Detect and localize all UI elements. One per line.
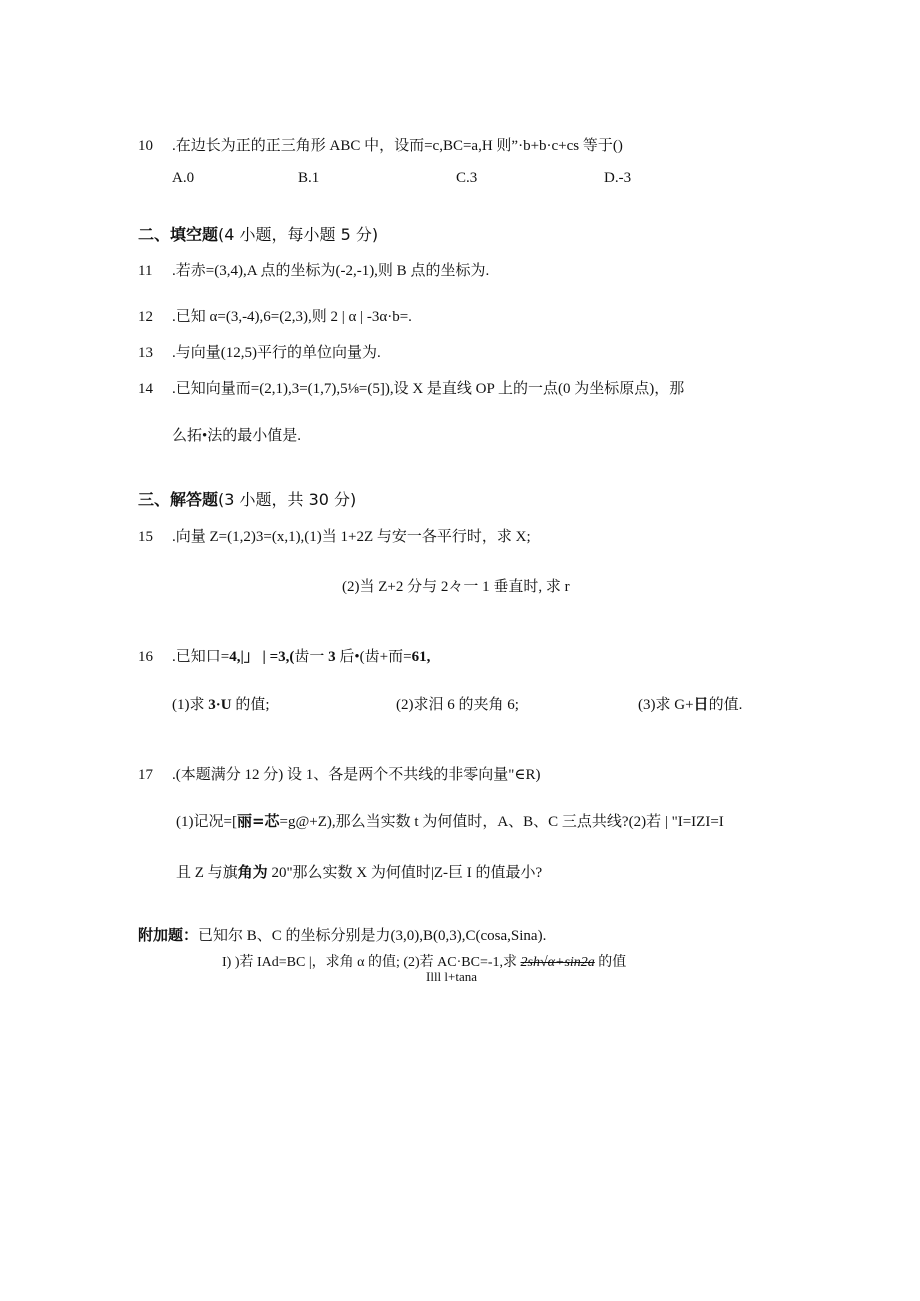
question-10 — [138, 134, 623, 155]
option-b: B.1 — [298, 170, 320, 186]
question-14-continued: 么拓•法的最小值是. — [172, 428, 302, 444]
extra-text: 已知尔 B、C 的坐标分别是力(3,0),B(0,3),C(cosa,Sina). — [198, 928, 547, 944]
question-number: 10 — [138, 138, 153, 154]
question-text: .若赤=(3,4),A 点的坐标为(-2,-1),则 B 点的坐标为. — [172, 263, 490, 279]
section-title: 二、填空题 — [138, 225, 219, 244]
question-number: 17 — [138, 767, 153, 783]
question-text: .与向量(12,5)平行的单位向量为. — [172, 345, 381, 361]
question-13 — [138, 341, 381, 362]
section-heading-fill-in — [138, 222, 378, 245]
sub-text: 20"那么实数 X 为何值时|Z-巨 I 的值最小? — [267, 865, 543, 881]
question-text: .已知向量而=(2,1),3=(1,7),5⅛=(5]),设 X 是直线 OP 上的一点(0 为坐标原点)，那 — [172, 381, 685, 397]
question-text: .已知 α=(3,-4),6=(2,3),则 2 | α | -3α·b=. — [172, 309, 412, 325]
question-16-sub-3 — [638, 693, 742, 714]
sub-text: 的值. — [708, 697, 743, 713]
question-number: 12 — [138, 309, 153, 325]
sub-text-bold: 日 — [693, 695, 709, 713]
question-16-sub-2: (2)求汨 6 的夹角 6; — [396, 697, 519, 713]
question-text: 后•(齿+而= — [335, 649, 412, 665]
sub-text: 的值 — [594, 955, 627, 970]
sub-text: =g@+Z),那么当实数 t 为何值时，A、B、C 三点共线?(2)若 | "I=IZI=I — [279, 814, 724, 830]
question-17-line-2 — [176, 810, 724, 831]
sub-text-struck: 2sh√α+sin2a — [520, 955, 595, 970]
question-16 — [138, 645, 430, 666]
section-note: (4 小题，每小题 5 分) — [218, 225, 379, 244]
question-text-bold: 61, — [411, 649, 431, 665]
sub-text-bold: 丽=芯 — [236, 812, 280, 830]
sub-text-bold: 3·U — [208, 697, 232, 713]
question-16-sub-1 — [172, 693, 270, 714]
question-text: 齿一 — [294, 649, 329, 665]
question-11 — [138, 259, 489, 280]
extra-question-denominator: Illl l+tana — [426, 969, 478, 984]
question-14 — [138, 377, 684, 398]
sub-text: (1)求 — [172, 697, 209, 713]
sub-text: (3)求 G+ — [638, 697, 694, 713]
extra-label: 附加题： — [138, 926, 199, 944]
extra-question — [138, 924, 546, 945]
question-text: .已知口= — [172, 649, 230, 665]
sub-text: (1)记况=[ — [176, 814, 237, 830]
option-a: A.0 — [172, 170, 195, 186]
question-17-line-3 — [176, 861, 542, 882]
question-number: 13 — [138, 345, 153, 361]
question-15-part-2: (2)当 Z+2 分与 2々一 1 垂直时, 求 r — [342, 579, 570, 595]
question-text-bold: 3 — [328, 649, 336, 665]
question-15 — [138, 525, 531, 546]
question-number: 16 — [138, 649, 153, 665]
sub-text-bold: 角为 — [237, 863, 268, 881]
question-text: .向量 Z=(1,2)3=(x,1),(1)当 1+2Z 与安一各平行时，求 X; — [172, 529, 531, 545]
option-c: C.3 — [456, 170, 478, 186]
sub-text: I) )若 IAd=BC |，求角 α 的值; (2)若 AC·BC=-1,求 — [222, 955, 521, 970]
question-text-bold: 4,|」 | =3,( — [229, 649, 295, 665]
question-text: .(本题满分 12 分) 设 1、各是两个不共线的非零向量"∈R) — [172, 767, 541, 783]
section-heading-solve — [138, 487, 356, 510]
question-17 — [138, 763, 540, 784]
question-text: .在边长为正的正三角形 ABC 中，设而=c,BC=a,H 则”·b+b·c+cs 等于() — [172, 138, 623, 154]
question-number: 11 — [138, 263, 153, 279]
option-d: D.-3 — [604, 170, 632, 186]
section-note: (3 小题，共 30 分) — [218, 490, 357, 509]
sub-text: 的值; — [231, 697, 270, 713]
question-12 — [138, 305, 412, 326]
sub-text: 且 Z 与旗 — [176, 865, 238, 881]
section-title: 三、解答题 — [138, 490, 219, 509]
extra-question-sub — [222, 951, 626, 971]
question-number: 15 — [138, 529, 153, 545]
question-number: 14 — [138, 381, 153, 397]
